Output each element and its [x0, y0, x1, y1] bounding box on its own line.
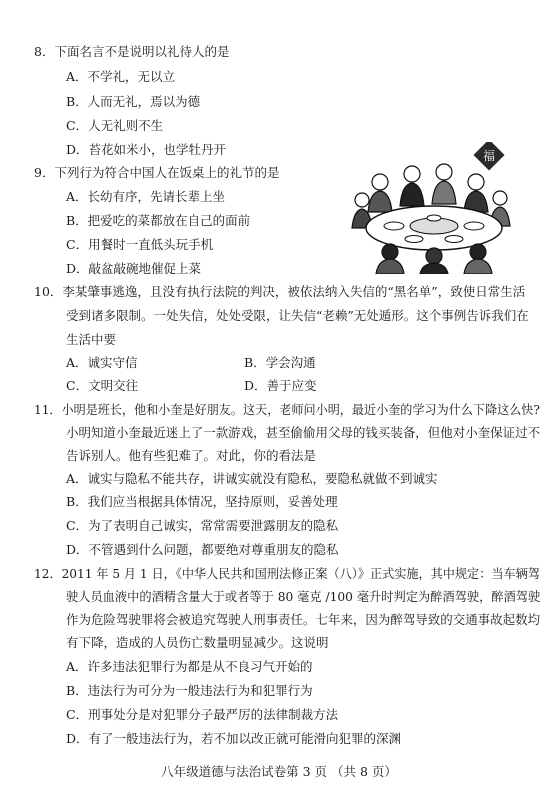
question-9-stem: 9．下列行为符合中国人在饭桌上的礼节的是 [34, 165, 280, 180]
question-9-option-b: B．把爱吃的菜都放在自己的面前 [66, 213, 251, 228]
family-dinner-illustration [350, 142, 518, 274]
question-8-stem: 8．下面名言不是说明以礼待人的是 [34, 44, 230, 59]
question-11-stem-line-1: 11．小明是班长，他和小奎是好朋友。这天，老师问小明，最近小奎的学习为什么下降这么快? [34, 402, 540, 417]
question-10-option-a: A．诚实守信 [66, 355, 138, 370]
question-12-stem-line-1: 12．2011 年 5 月 1 日，《中华人民共和国刑法修正案（八）》正式实施，其中规定：当车辆驾 [34, 566, 540, 581]
question-11-option-d: D．不管遇到什么问题，都要绝对尊重朋友的隐私 [66, 542, 339, 557]
question-12-option-b: B．违法行为可分为一般违法行为和犯罪行为 [66, 683, 313, 698]
question-8-option-b: B．人而无礼，焉以为德 [66, 94, 201, 109]
question-12-option-c: C．刑事处分是对犯罪分子最严厉的法律制裁方法 [66, 707, 339, 722]
question-9-option-d: D．敲盆敲碗地催促上菜 [66, 261, 202, 276]
question-10-option-b: B．学会沟通 [244, 355, 316, 370]
question-11-stem-line-3: 告诉别人。他有些犯难了。对此，你的看法是 [66, 448, 317, 463]
question-8-option-d: D．苔花如米小，也学牡丹开 [66, 142, 227, 157]
question-12-stem-line-3: 作为危险驾驶罪将会被追究驾驶人刑事责任。七年来，因为醉驾导致的交通事故起数均 [66, 612, 541, 627]
question-10-stem-line-3: 生活中要 [66, 332, 117, 347]
question-12-option-a: A．许多违法犯罪行为都是从不良习气开始的 [66, 659, 313, 674]
question-11-option-b: B．我们应当根据具体情况，坚持原则，妥善处理 [66, 494, 338, 509]
question-9-option-a: A．长幼有序，先请长辈上坐 [66, 189, 226, 204]
svg-text:福: 福 [482, 149, 496, 163]
question-10-stem-line-1: 10．李某肇事逃逸，且没有执行法院的判决，被依法纳入失信的“黑名单”，致使日常生活 [34, 284, 526, 299]
question-10-stem-line-2: 受到诸多限制。一处失信，处处受限，让失信“老赖”无处遁形。这个事例告诉我们在 [66, 308, 529, 323]
question-11-stem-line-2: 小明知道小奎最近迷上了一款游戏，甚至偷偷用父母的钱买装备，但他对小奎保证过不 [66, 425, 541, 440]
question-8-option-a: A．不学礼，无以立 [66, 69, 176, 84]
question-8-option-c: C．人无礼则不生 [66, 118, 164, 133]
question-10-option-d: D．善于应变 [244, 378, 317, 393]
question-11-option-a: A．诚实与隐私不能共存，讲诚实就没有隐私，要隐私就做不到诚实 [66, 471, 438, 486]
question-12-option-d: D．有了一般违法行为，若不加以改正就可能滑向犯罪的深渊 [66, 731, 402, 746]
question-12-stem-line-4: 有下降，造成的人员伤亡数量明显减少。这说明 [66, 635, 329, 650]
question-12-stem-line-2: 驶人员血液中的酒精含量大于或者等于 80 毫克 /100 毫升时判定为醉酒驾驶，醉酒驾驶 [66, 589, 541, 604]
page-footer: 八年级道德与法治试卷第 3 页 （共 8 页） [161, 764, 397, 779]
question-9-option-c: C．用餐时一直低头玩手机 [66, 237, 214, 252]
question-10-option-c: C．文明交往 [66, 378, 139, 393]
fu-sign-icon [473, 142, 504, 171]
question-11-option-c: C．为了表明自己诚实，常常需要泄露朋友的隐私 [66, 518, 339, 533]
